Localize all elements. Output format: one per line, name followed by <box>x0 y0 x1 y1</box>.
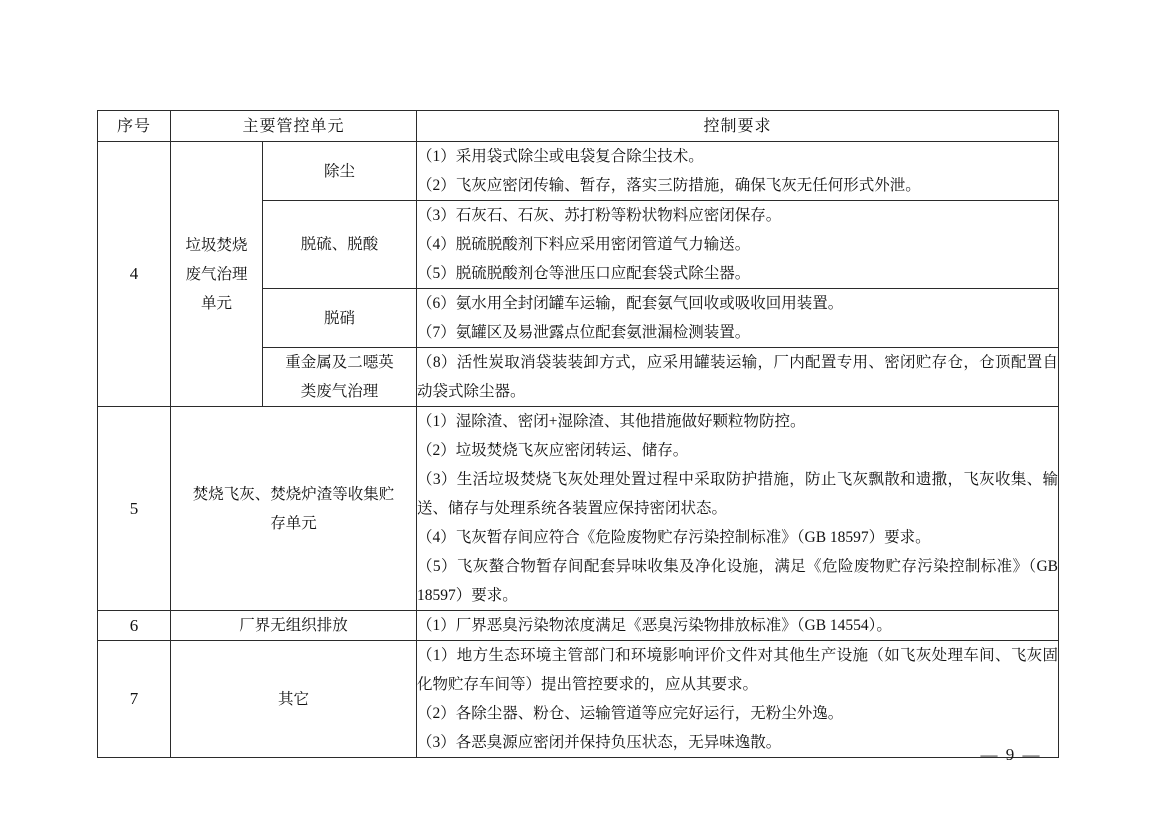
row-number-text: 6 <box>129 615 139 635</box>
requirement-line: （5）飞灰螯合物暂存间配套异味收集及净化设施，满足《危险废物贮存污染控制标准》（GB 18597）要求。 <box>417 558 1059 604</box>
column-header-unit: 主要管控单元 <box>171 111 417 142</box>
requirement-line: （3）石灰石、石灰、苏打粉等粉状物料应密闭保存。 <box>417 207 782 224</box>
row-number-4 <box>98 142 171 407</box>
unit-cell-6 <box>171 611 417 641</box>
unit-line: 焚烧飞灰、焚烧炉渣等收集贮 <box>192 485 395 503</box>
requirement-line: （2）各除尘器、粉仓、运输管道等应完好运行，无粉尘外逸。 <box>417 705 844 722</box>
table-row <box>98 641 1059 758</box>
requirement-line: （4）飞灰暂存间应符合《危险废物贮存污染控制标准》（GB 18597）要求。 <box>417 529 931 546</box>
requirement-cell-heavy-metal-dioxin <box>417 348 1059 407</box>
unit-line: 其它 <box>278 690 310 708</box>
table-header-row <box>98 111 1059 142</box>
requirement-line: （5）脱硫脱酸剂仓等泄压口应配套袋式除尘器。 <box>417 265 751 282</box>
subunit-cell-dust <box>263 142 417 201</box>
requirement-cell-dust <box>417 142 1059 201</box>
subunit-line: 脱硝 <box>324 309 356 327</box>
table-header <box>98 111 1059 142</box>
table-row <box>98 611 1059 641</box>
table-row <box>98 142 1059 201</box>
unit-line: 废气治理 <box>185 265 248 283</box>
requirement-cell-desulfurization <box>417 201 1059 289</box>
row-number-text: 7 <box>129 689 139 708</box>
requirement-line: （3）各恶臭源应密闭并保持负压状态，无异味逸散。 <box>417 734 782 751</box>
unit-line: 垃圾焚烧 <box>185 236 248 254</box>
table-body <box>98 142 1059 758</box>
subunit-line: 除尘 <box>324 162 356 180</box>
page-number: — 9 — <box>980 745 1042 764</box>
requirement-cell-7 <box>417 641 1059 758</box>
requirement-line: （1）湿除渣、密闭+湿除渣、其他措施做好颗粒物防控。 <box>417 413 806 430</box>
table-row <box>98 407 1059 611</box>
requirement-cell-6 <box>417 611 1059 641</box>
unit-cell-5 <box>171 407 417 611</box>
subunit-line: 脱硫、脱酸 <box>300 236 379 253</box>
unit-line: 厂界无组织排放 <box>239 617 348 634</box>
unit-line: 单元 <box>200 294 232 312</box>
requirement-cell-5 <box>417 407 1059 611</box>
row-number-text: 4 <box>129 264 139 283</box>
control-requirements-table-wrapper <box>97 110 1058 758</box>
requirement-line: （4）脱硫脱酸剂下料应采用密闭管道气力输送。 <box>417 236 751 253</box>
requirement-line: （2）飞灰应密闭传输、暂存，落实三防措施，确保飞灰无任何形式外泄。 <box>417 177 921 194</box>
subunit-line: 重金属及二噁英 <box>285 354 394 371</box>
requirement-line: （2）垃圾焚烧飞灰应密闭转运、储存。 <box>417 442 689 459</box>
requirement-line: （3）生活垃圾焚烧飞灰处理处置过程中采取防护措施，防止飞灰飘散和遗撒，飞灰收集、输送、储存与处理系统各装置应保持密闭状态。 <box>417 471 1059 517</box>
column-header-requirement: 控制要求 <box>417 111 1059 142</box>
requirement-line: （1）地方生态环境主管部门和环境影响评价文件对其他生产设施（如飞灰处理车间、飞灰固化物贮存车间等）提出管控要求的，应从其要求。 <box>417 647 1059 693</box>
control-requirements-table <box>97 110 1059 758</box>
subunit-line: 类废气治理 <box>300 383 379 400</box>
unit-line: 存单元 <box>270 514 317 532</box>
unit-cell-7 <box>171 641 417 758</box>
requirement-line: （7）氨罐区及易泄露点位配套氨泄漏检测装置。 <box>417 324 751 341</box>
unit-cell-4 <box>171 142 263 407</box>
requirement-line: （8）活性炭取消袋装装卸方式，应采用罐装运输，厂内配置专用、密闭贮存仓，仓顶配置自动袋式除尘器。 <box>417 354 1059 400</box>
subunit-cell-desulfurization <box>263 201 417 289</box>
requirement-line: （1）采用袋式除尘或电袋复合除尘技术。 <box>417 148 704 165</box>
subunit-cell-heavy-metal-dioxin <box>263 348 417 407</box>
requirement-cell-denitrification <box>417 289 1059 348</box>
subunit-cell-denitrification <box>263 289 417 348</box>
requirement-line: （1）厂界恶臭污染物浓度满足《恶臭污染物排放标准》（GB 14554）。 <box>417 617 892 634</box>
row-number-text: 5 <box>129 498 139 518</box>
column-header-no: 序号 <box>98 111 171 142</box>
requirement-line: （6）氨水用全封闭罐车运输，配套氨气回收或吸收回用装置。 <box>417 295 844 312</box>
row-number-6 <box>98 611 171 641</box>
row-number-5 <box>98 407 171 611</box>
row-number-7 <box>98 641 171 758</box>
